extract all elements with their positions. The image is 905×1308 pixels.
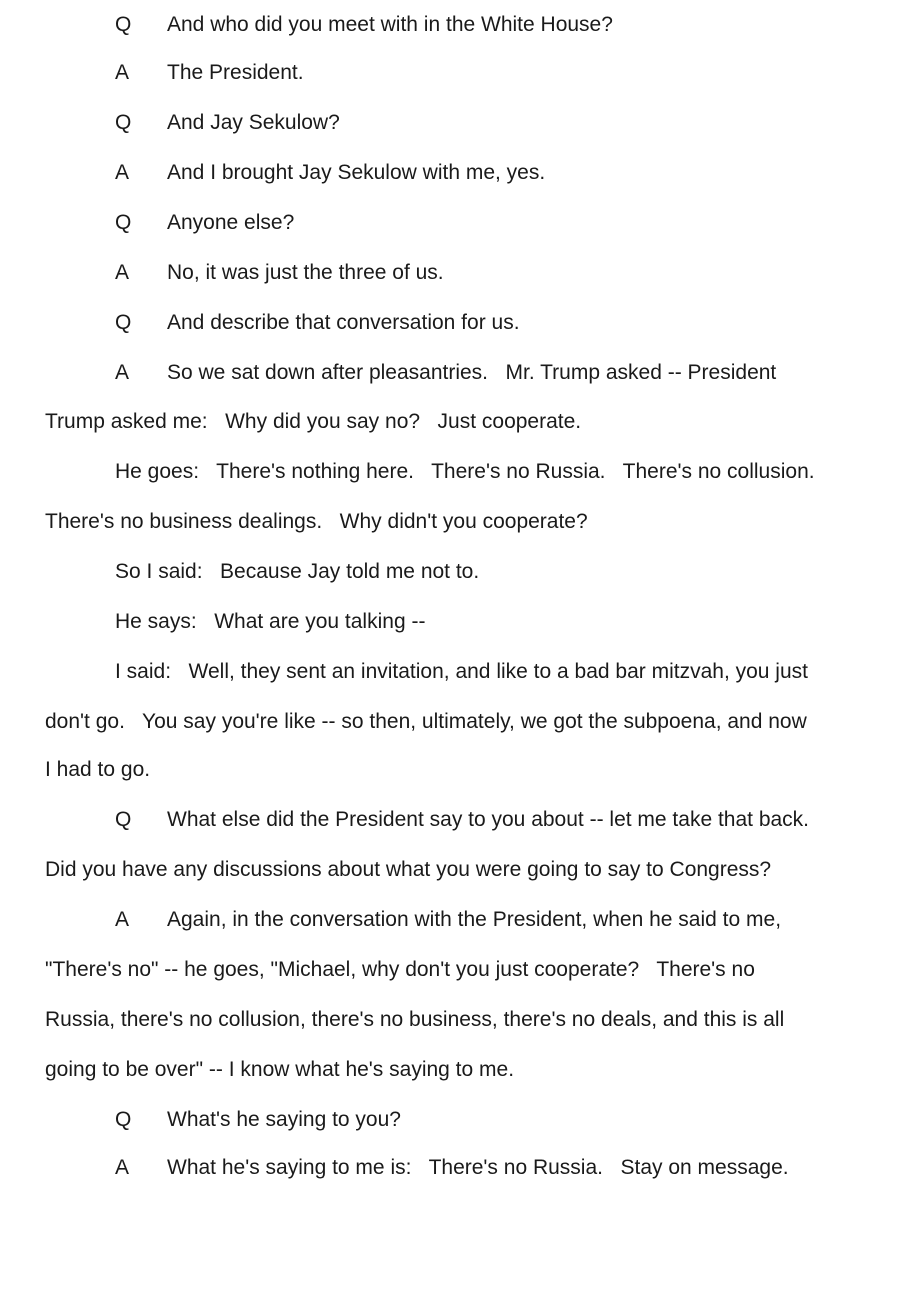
speaker-label: A: [115, 161, 130, 184]
line-text: The President.: [167, 61, 304, 84]
transcript-line-a: [0, 353, 905, 393]
transcript-line-q: [0, 800, 905, 840]
speaker-label: A: [115, 261, 130, 284]
transcript-continuation-line: [0, 850, 905, 890]
speaker-label: A: [115, 61, 130, 84]
line-text: And describe that conversation for us.: [167, 311, 520, 334]
speaker-label: Q: [115, 111, 132, 134]
speaker-label: Q: [115, 808, 132, 831]
transcript-line-a: [0, 900, 905, 940]
transcript-paragraph-line: [0, 552, 905, 592]
transcript-continuation-line: [0, 750, 905, 790]
transcript-line-a: [0, 153, 905, 193]
transcript-continuation-line: [0, 502, 905, 542]
transcript-line-q: [0, 203, 905, 243]
speaker-label: A: [115, 361, 130, 384]
line-text: I had to go.: [45, 758, 151, 781]
line-text: Trump asked me: Why did you say no? Just cooperate.: [45, 410, 582, 433]
line-text: Did you have any discussions about what you were going to say to Congress?: [45, 858, 772, 881]
transcript-continuation-line: [0, 402, 905, 442]
transcript-line-q: [0, 5, 905, 45]
speaker-label: Q: [115, 13, 132, 36]
line-text: What he's saying to me is: There's no Russia. Stay on message.: [167, 1156, 789, 1179]
line-text: And I brought Jay Sekulow with me, yes.: [167, 161, 546, 184]
line-text: He goes: There's nothing here. There's no Russia. There's no collusion.: [115, 460, 815, 483]
transcript-line-q: [0, 303, 905, 343]
line-text: Anyone else?: [167, 211, 295, 234]
line-text: What else did the President say to you about -- let me take that back.: [167, 808, 810, 831]
transcript-continuation-line: [0, 1050, 905, 1090]
line-text: And Jay Sekulow?: [167, 111, 340, 134]
speaker-label: A: [115, 1156, 130, 1179]
speaker-label: Q: [115, 211, 132, 234]
line-text: going to be over" -- I know what he's saying to me.: [45, 1058, 515, 1081]
line-text: So we sat down after pleasantries. Mr. Trump asked -- President: [167, 361, 777, 384]
line-text: Again, in the conversation with the President, when he said to me,: [167, 908, 782, 931]
line-text: Russia, there's no collusion, there's no business, there's no deals, and this is all: [45, 1008, 785, 1031]
line-text: He says: What are you talking --: [115, 610, 426, 633]
transcript-continuation-line: [0, 702, 905, 742]
speaker-label: A: [115, 908, 130, 931]
transcript-line-a: [0, 53, 905, 93]
transcript-line-a: [0, 253, 905, 293]
transcript-line-q: [0, 1100, 905, 1140]
transcript-continuation-line: [0, 950, 905, 990]
transcript-line-a: [0, 1148, 905, 1188]
line-text: I said: Well, they sent an invitation, and like to a bad bar mitzvah, you just: [115, 660, 808, 683]
line-text: don't go. You say you're like -- so then, ultimately, we got the subpoena, and now: [45, 710, 807, 733]
speaker-label: Q: [115, 1108, 132, 1131]
line-text: No, it was just the three of us.: [167, 261, 444, 284]
transcript-continuation-line: [0, 1000, 905, 1040]
transcript-line-q: [0, 103, 905, 143]
speaker-label: Q: [115, 311, 132, 334]
line-text: What's he saying to you?: [167, 1108, 401, 1131]
transcript-paragraph-line: [0, 652, 905, 692]
line-text: There's no business dealings. Why didn't you cooperate?: [45, 510, 588, 533]
line-text: So I said: Because Jay told me not to.: [115, 560, 480, 583]
transcript-paragraph-line: [0, 452, 905, 492]
line-text: "There's no" -- he goes, "Michael, why don't you just cooperate? There's no: [45, 958, 755, 981]
line-text: And who did you meet with in the White House?: [167, 13, 613, 36]
transcript-paragraph-line: [0, 602, 905, 642]
